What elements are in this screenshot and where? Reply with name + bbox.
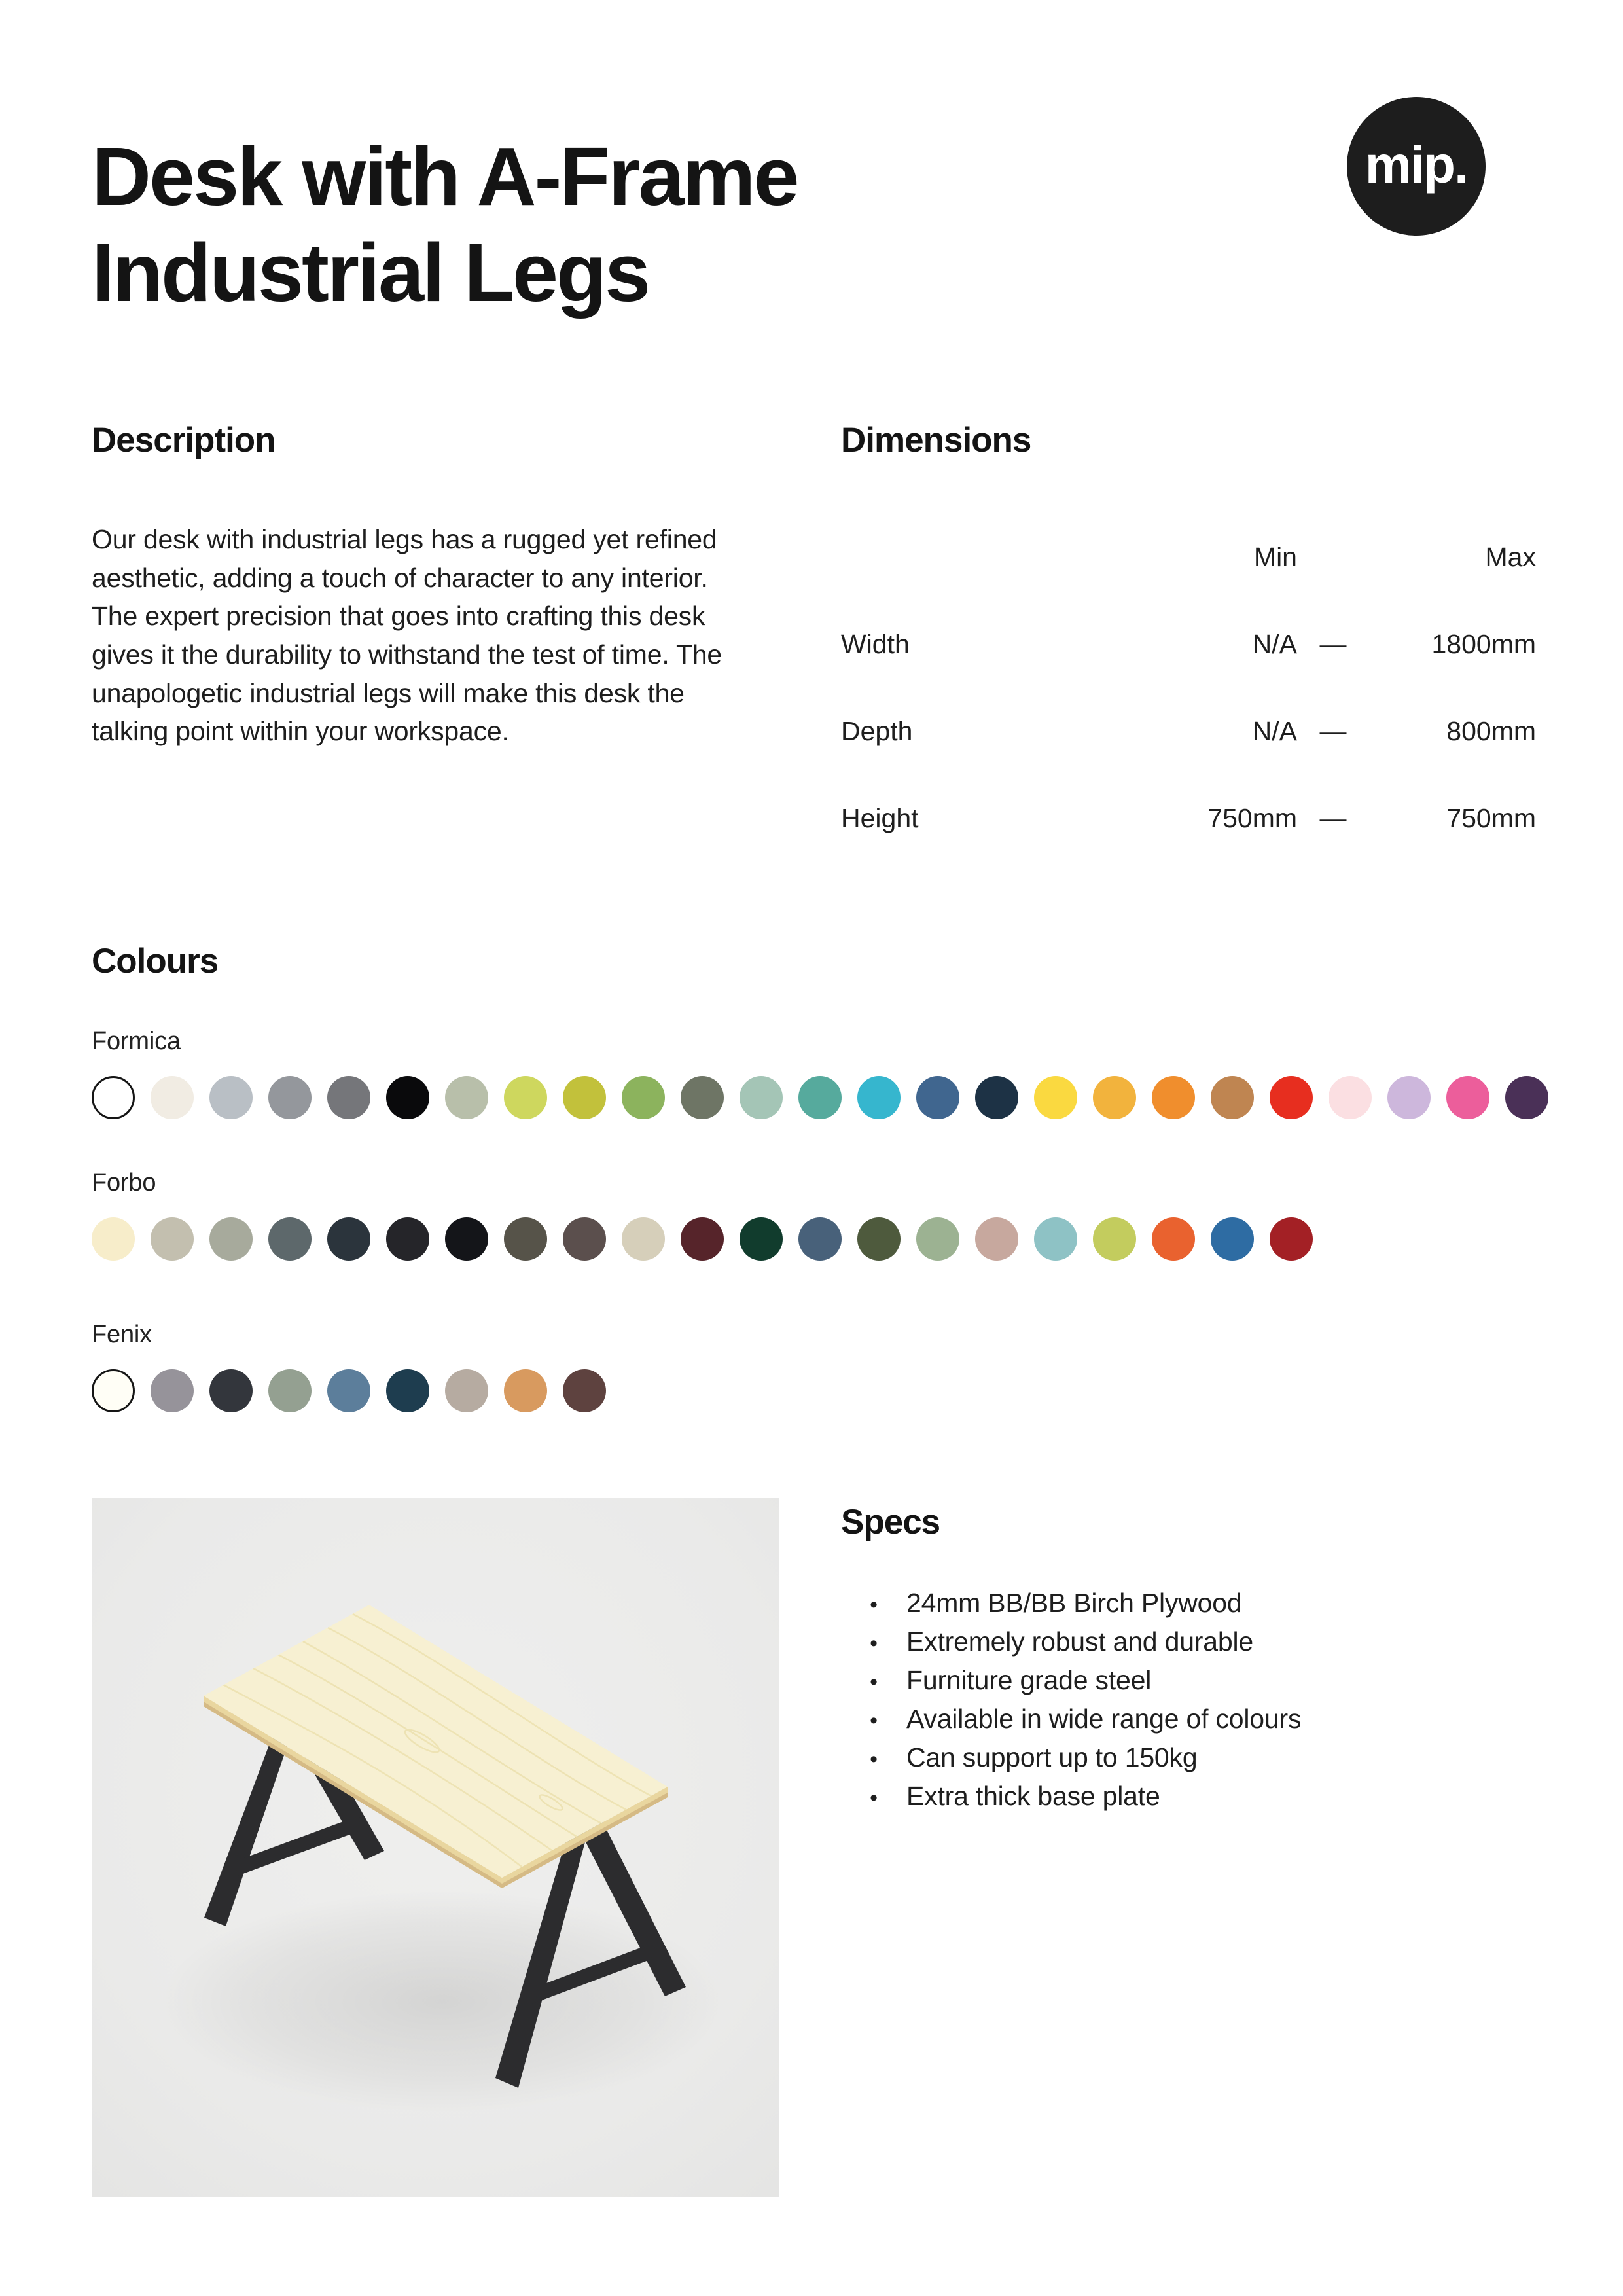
spec-item — [841, 1584, 1541, 1623]
colour-swatch — [563, 1369, 606, 1412]
colour-swatch — [92, 1369, 135, 1412]
colour-swatch — [386, 1369, 429, 1412]
colour-swatch — [857, 1217, 901, 1261]
colour-swatch — [1034, 1217, 1077, 1261]
colour-swatch — [209, 1369, 253, 1412]
dimensions-section — [841, 420, 1536, 834]
specs-section — [841, 1502, 1541, 1816]
dimension-row-dash: — — [1319, 629, 1347, 659]
colour-swatch — [1093, 1217, 1136, 1261]
colour-swatch — [504, 1217, 547, 1261]
dimensions-rows — [841, 629, 1536, 834]
colour-swatch — [445, 1369, 488, 1412]
colour-swatch — [1270, 1217, 1313, 1261]
bullet-icon: • — [870, 1747, 878, 1772]
colour-swatch — [92, 1217, 135, 1261]
dimensions-header-row — [841, 542, 1536, 573]
spec-item-text: 24mm BB/BB Birch Plywood — [906, 1588, 1242, 1618]
colour-swatch — [386, 1217, 429, 1261]
spec-item — [841, 1777, 1541, 1816]
colour-group-label: Formica — [92, 1028, 181, 1055]
colour-swatch — [1034, 1076, 1077, 1119]
colour-swatch — [1446, 1076, 1489, 1119]
description-section — [92, 420, 753, 751]
colour-swatch — [445, 1076, 488, 1119]
colour-swatch — [916, 1076, 959, 1119]
spec-item-text: Can support up to 150kg — [906, 1742, 1198, 1773]
brand-logo — [1347, 97, 1486, 236]
colour-swatch — [1329, 1076, 1372, 1119]
bullet-icon: • — [870, 1631, 878, 1657]
colour-group-formica — [92, 1028, 1548, 1119]
colour-swatch — [504, 1076, 547, 1119]
colour-swatch — [327, 1217, 370, 1261]
colour-swatch — [445, 1217, 488, 1261]
colour-swatch — [209, 1076, 253, 1119]
bullet-icon: • — [870, 1708, 878, 1734]
bullet-icon: • — [870, 1785, 878, 1811]
colour-swatch — [740, 1217, 783, 1261]
description-body: Our desk with industrial legs has a rugged yet refined aesthetic, adding a touch of character to any interior. The expert precision that goes into crafting this desk gives it the durability to withstand the test of time. The unapologetic industrial legs will make this desk the talking point within your workspace. — [92, 524, 722, 747]
dimension-row-dash: — — [1319, 716, 1347, 746]
colour-swatch — [622, 1076, 665, 1119]
colour-swatch — [1211, 1217, 1254, 1261]
colour-swatch — [151, 1369, 194, 1412]
dimension-row — [841, 629, 1536, 660]
spec-item-text: Extremely robust and durable — [906, 1626, 1253, 1657]
colour-swatch-row — [92, 1217, 1313, 1261]
colour-swatch-row — [92, 1076, 1548, 1119]
specs-list — [841, 1584, 1541, 1816]
spec-item — [841, 1623, 1541, 1661]
colour-swatch — [975, 1076, 1018, 1119]
colours-heading: Colours — [92, 942, 219, 980]
description-heading: Description — [92, 421, 276, 459]
colour-swatch — [268, 1217, 312, 1261]
colour-swatch — [563, 1076, 606, 1119]
dimension-row-min: N/A — [1252, 716, 1297, 746]
spec-item-text: Furniture grade steel — [906, 1665, 1152, 1696]
colour-swatch — [151, 1076, 194, 1119]
page-title — [92, 128, 798, 321]
colour-swatch — [327, 1076, 370, 1119]
spec-item — [841, 1700, 1541, 1738]
colour-swatch — [798, 1217, 842, 1261]
bullet-icon: • — [870, 1670, 878, 1695]
colour-swatch — [504, 1369, 547, 1412]
dimension-row-label: Depth — [841, 716, 913, 746]
colour-swatch-row — [92, 1369, 606, 1412]
colour-swatch — [563, 1217, 606, 1261]
colour-swatch — [151, 1217, 194, 1261]
spec-item-text: Available in wide range of colours — [906, 1704, 1302, 1734]
dimension-row-max: 750mm — [1446, 803, 1536, 833]
colour-swatch — [268, 1076, 312, 1119]
product-render — [92, 1498, 779, 2197]
colour-group-forbo — [92, 1169, 1313, 1261]
colour-swatch — [857, 1076, 901, 1119]
spec-item — [841, 1738, 1541, 1777]
colour-swatch — [1211, 1076, 1254, 1119]
product-image — [92, 1498, 779, 2197]
colour-swatch — [798, 1076, 842, 1119]
colour-group-fenix — [92, 1321, 606, 1412]
colour-swatch — [1270, 1076, 1313, 1119]
colour-swatch — [268, 1369, 312, 1412]
dimensions-header-min: Min — [1253, 542, 1297, 572]
colour-swatch — [681, 1076, 724, 1119]
dimensions-header-max: Max — [1485, 542, 1536, 572]
colour-swatch — [1152, 1217, 1195, 1261]
colour-swatch — [92, 1076, 135, 1119]
page-title-line-2: Industrial Legs — [92, 226, 649, 319]
dimensions-heading: Dimensions — [841, 421, 1031, 459]
page-title-line-1: Desk with A-Frame — [92, 130, 798, 223]
bullet-icon: • — [870, 1592, 878, 1617]
spec-item — [841, 1661, 1541, 1700]
dimension-row-label: Width — [841, 629, 910, 659]
colour-swatch — [1093, 1076, 1136, 1119]
spec-item-text: Extra thick base plate — [906, 1781, 1160, 1812]
dimension-row-min: 750mm — [1207, 803, 1297, 833]
colour-group-label: Forbo — [92, 1169, 156, 1196]
dimension-row — [841, 803, 1536, 834]
specs-heading: Specs — [841, 1503, 940, 1541]
colour-swatch — [622, 1217, 665, 1261]
colour-swatch — [681, 1217, 724, 1261]
colour-swatch — [386, 1076, 429, 1119]
dimension-row-dash: — — [1319, 803, 1347, 833]
colour-group-label: Fenix — [92, 1321, 152, 1348]
colour-swatch — [327, 1369, 370, 1412]
brand-logo-text: mip. — [1364, 135, 1468, 194]
colour-swatch — [1387, 1076, 1431, 1119]
colour-swatch — [975, 1217, 1018, 1261]
dimension-row-max: 800mm — [1446, 716, 1536, 746]
colour-swatch — [1152, 1076, 1195, 1119]
colour-swatch — [209, 1217, 253, 1261]
dimension-row-max: 1800mm — [1431, 629, 1536, 659]
dimension-row — [841, 716, 1536, 747]
colour-swatch — [916, 1217, 959, 1261]
dimension-row-min: N/A — [1252, 629, 1297, 659]
colour-swatch — [1505, 1076, 1548, 1119]
dimension-row-label: Height — [841, 803, 919, 833]
colour-swatch — [740, 1076, 783, 1119]
